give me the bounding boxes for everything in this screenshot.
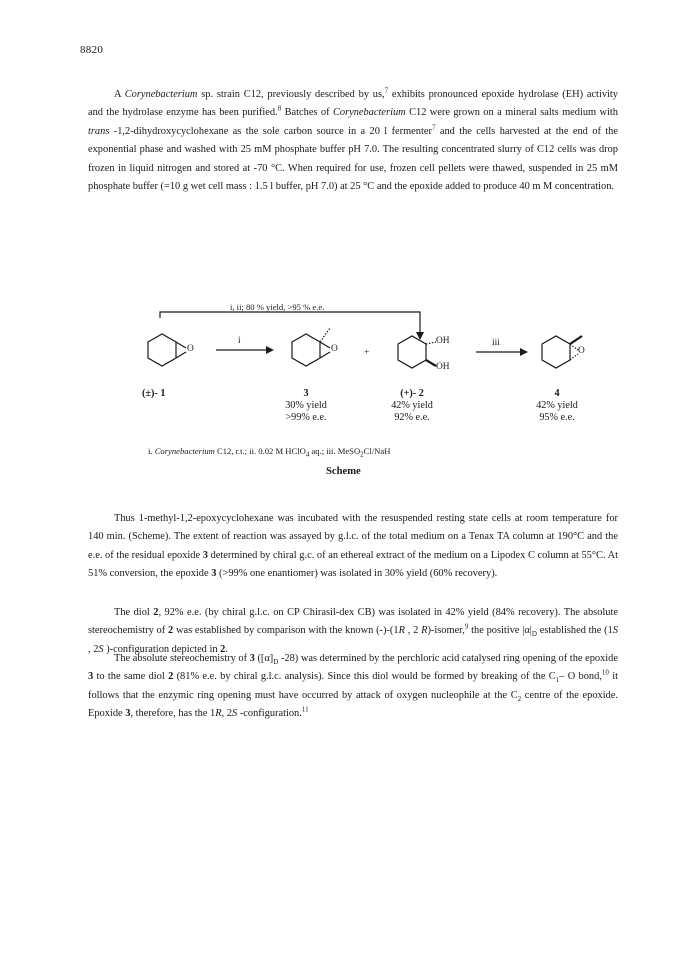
ring-compound-1	[148, 334, 176, 366]
paragraph-diol: The diol 2, 92% e.e. (by chiral g.l.c. on CP Chirasil-dex CB) was isolated in 42% yield (84% recovery). The absolute stereochemistry of 2 was established by comparison with the known (-)-(1R , 2 R)-isomer,$^9$ the positive $|\alpha|_D$ established the (1S , 2S )-configuration depicted in 2.	[88, 607, 618, 655]
paragraph-stereochemistry: The absolute stereochemistry of 3 ($[\alpha]_D$ -28) was determined by the perchloric acid catalysed ring opening of the epoxide 3 to the same diol 2 (81% e.e. by chiral g.l.c. analysis). Since this diol would be formed by breaking of the $C_1-$ O bond,$^{10}$ it follows that the enzymic ring opening must have occurred by attack of oxygen nucleophile at the $C_2$ centre of the epoxide. Epoxide 3, therefore, has the 1R, 2S -configuration.$^{11}$	[88, 653, 619, 720]
epoxide-bond-1b	[176, 352, 186, 358]
epoxide-O-4: O	[578, 346, 585, 356]
methyl-hashed-3	[320, 328, 330, 342]
scheme-title: Scheme	[326, 466, 361, 477]
paragraph-intro: A Corynebacterium sp. strain C12, previously described by us,$^7$ exhibits pronounced epoxide hydrolase (EH) activity and the hydrolase enzyme has been purified.$^8$ Batches of Corynebacterium C12 were grown on a mineral salts medium with trans -1,2-dihydroxycyclohexane as the sole carbon source in a 20 l fermenter$^7$ and the cells harvested at the end of the exponential phase and washed with 25 mM phosphate buffer pH 7.0. The resulting concentrated slurry of C12 cells was drop frozen in liquid nitrogen and stored at -70 °C. When required for use, frozen cell pellets were thawed, suspended in 25 mM phosphate buffer (=10 g wet cell mass : 1.5 l buffer, pH 7.0) at 25 °C and the epoxide added to produce 40 m M concentration.	[88, 86, 619, 193]
reaction-scheme	[130, 296, 630, 486]
top-condition: i, ii; 80 % yield, >95 % e.e.	[230, 302, 325, 312]
ring-compound-3	[292, 334, 320, 366]
hydroxyl-bottom: OH	[436, 362, 450, 372]
hydroxyl-top: OH	[436, 336, 450, 346]
arrow-i-label: i	[238, 336, 241, 346]
arrow-i-head	[266, 346, 274, 354]
plus-sign: +	[364, 348, 370, 358]
arrow-iii-label: iii	[492, 338, 500, 348]
bracket-line	[160, 312, 420, 336]
ring-compound-4	[542, 336, 570, 368]
epoxide-O-3: O	[331, 344, 338, 354]
compound-3-caption: 3 30% yield >99% e.e.	[285, 388, 327, 423]
scheme-footnote: i. Corynebacterium C12, r.t.; ii. 0.02 M HClO$_4$ aq.; iii. MeSO$_2$Cl/NaH	[148, 446, 391, 459]
epoxide-O-1: O	[187, 344, 194, 354]
paragraph-incubation: Thus 1-methyl-1,2-epoxycyclohexane was incubated with the resuspended resting state cells at room temperature for 140 min. (Scheme). The extent of reaction was assayed by g.l.c. of the total medium on a Tenax TA column at 190°C and the e.e. of the residual epoxide 3 determined by chiral g.c. of an ethereal extract of the medium on a Lipodex C column at 55°C. At 51% conversion, the epoxide 3 (>99% one enantiomer) was isolated in 30% yield (60% recovery).	[88, 513, 618, 580]
compound-2-caption: (+)- 2 42% yield 92% e.e.	[391, 388, 433, 423]
ring-compound-2	[398, 336, 426, 368]
epoxide-bond-1a	[176, 342, 186, 348]
methyl-wedge-4	[570, 336, 582, 344]
compound-4-caption: 4 42% yield 95% e.e.	[536, 388, 578, 423]
page-number: 8820	[80, 44, 104, 56]
arrow-iii-head	[520, 348, 528, 356]
compound-1-caption: (±)- 1	[142, 388, 166, 399]
